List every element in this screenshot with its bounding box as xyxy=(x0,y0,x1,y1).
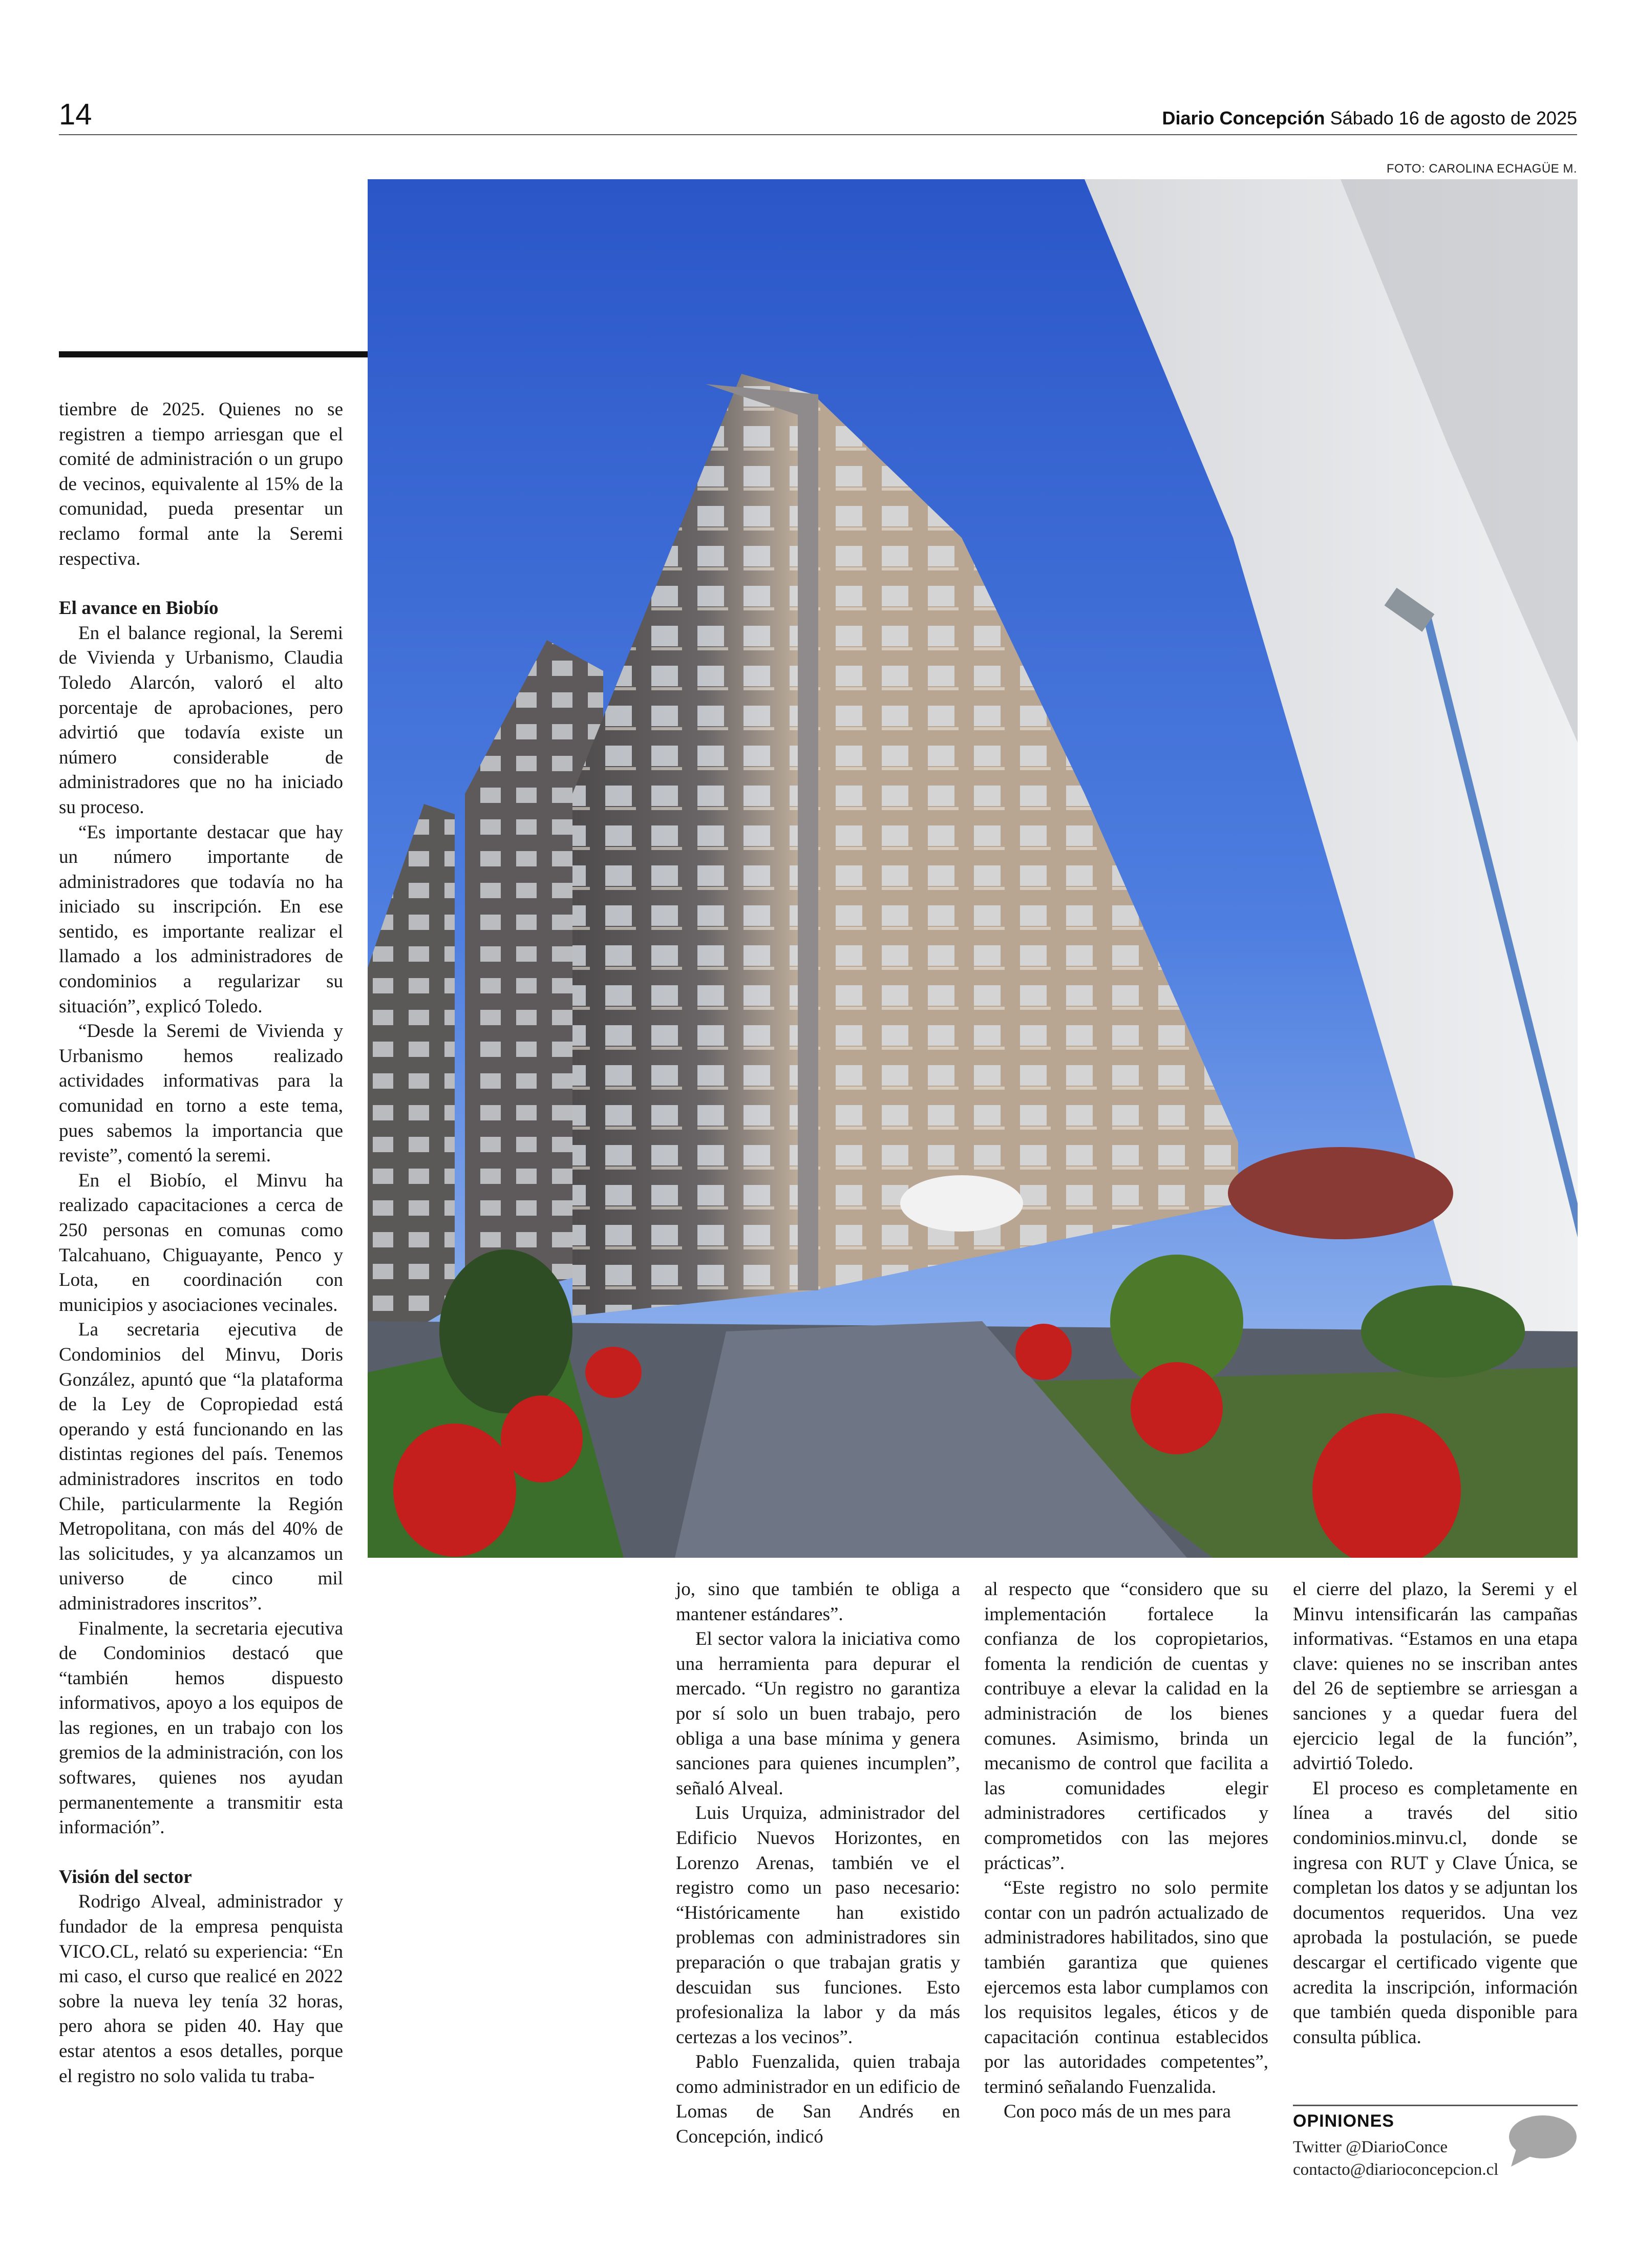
paragraph: al respecto que “considero que su implementación fortalece la confianza de los copropietarios, fomenta la rendición de cuentas y contribuye a elevar la calidad en la administración de los bienes comunes. Asimismo, brinda un mecanismo de control que facilita a las comunidades elegir administradores certificados y comprometidos con las mejores prácticas”. xyxy=(984,1579,1268,1874)
subheading-vision-sector: Visión del sector xyxy=(59,1866,192,1888)
opinions-box xyxy=(1293,2105,1578,2214)
paragraph: Pablo Fuenzalida, quien trabaja como administrador en un edificio de Lomas de San Andrés en Concepción, indicó xyxy=(676,2051,960,2148)
page-number: 14 xyxy=(59,98,92,131)
article-column-3 xyxy=(984,1577,1268,2125)
section-rule xyxy=(59,351,368,357)
opinions-title: OPINIONES xyxy=(1293,2111,1394,2131)
twitter-handle[interactable]: Twitter @DiarioConce xyxy=(1293,2138,1448,2156)
paragraph: La secretaria ejecutiva de Condominios del Minvu, Doris González, apuntó que “la plataforma de la Ley de Copropiedad está operando y está funcionando en las distintas regiones del país. Tenemos administradores inscritos en todo Chile, particularmente la Región Metropolitana, con más del 40% de las solicitudes, y ya alcanzamos un universo de cinco mil administradores inscritos”. xyxy=(59,1319,343,1614)
paragraph: “Desde la Seremi de Vivienda y Urbanismo hemos realizado actividades informativas para la comunidad en torno a este tema, pues sabemos la importancia que reviste”, comentó la seremi. xyxy=(59,1021,343,1167)
paragraph: Luis Urquiza, administrador del Edificio Nuevos Horizontes, en Lorenzo Arenas, también ve el registro como un paso necesario: “Históricamente han existido problemas con administradores sin preparación o que trabajan gratis y descuidan sus funciones. Esto profesionaliza la labor y da más certezas a los vecinos”. xyxy=(676,1803,960,2048)
article-column-2 xyxy=(676,1577,960,2150)
subheading-avance-biobio: El avance en Biobío xyxy=(59,598,219,619)
speech-bubble-icon xyxy=(1506,2113,1578,2170)
paragraph: tiembre de 2025. Quienes no se registren a tiempo arriesgan que el comité de administración o un grupo de vecinos, equivalente al 15% de la comunidad, pueda presentar un reclamo formal ante la Seremi respectiva. xyxy=(59,399,343,569)
article-column-1 xyxy=(59,397,343,2089)
paragraph: El proceso es completamente en línea a través del sitio condominios.minvu.cl, donde se ingresa con RUT y Clave Única, se completan los datos y se adjuntan los documentos requeridos. Una vez aprobada la postulación, se puede descargar el certificado vigente que acredita la inscripción, información que también queda disponible para consulta pública. xyxy=(1293,1777,1578,2048)
photo-credit: FOTO: CAROLINA ECHAGÜE M. xyxy=(1386,162,1577,176)
header-divider xyxy=(59,134,1577,135)
masthead xyxy=(1162,108,1578,129)
paragraph: “Este registro no solo permite contar con un padrón actualizado de administradores habilitados, sino que también garantiza que quienes ejercemos esta labor cumplamos con los requisitos legales, éticos y de capacitación continua establecidos por las autoridades competentes”, terminó señalando Fuenzalida. xyxy=(984,1877,1268,2097)
article-photo xyxy=(368,179,1578,1558)
paragraph: El sector valora la iniciativa como una herramienta para depurar el mercado. “Un registro no garantiza por sí solo un buen trabajo, pero obliga a una base mínima y genera sanciones para quienes incumplen”, señaló Alveal. xyxy=(676,1628,960,1799)
paragraph: Finalmente, la secretaria ejecutiva de Condominios destacó que “también hemos dispuesto informativos, apoyo a los equipos de las regiones, en un trabajo con los gremios de la administración, con los softwares, quienes nos ayudan permanentemente a transmitir esta información”. xyxy=(59,1618,343,1838)
contact-email[interactable]: contacto@diarioconcepcion.cl xyxy=(1293,2160,1499,2179)
paragraph: el cierre del plazo, la Seremi y el Minvu intensificarán las campañas informativas. “Estamos en una etapa clave: quienes no se inscriban antes del 26 de septiembre se arriesgan a sanciones y a quedar fuera del ejercicio legal de la función”, advirtió Toledo. xyxy=(1293,1579,1578,1774)
paragraph: Con poco más de un mes para xyxy=(1004,2101,1231,2123)
publication-date: Sábado 16 de agosto de 2025 xyxy=(1330,108,1577,129)
paragraph: En el Biobío, el Minvu ha realizado capacitaciones a cerca de 250 personas en comunas como Talcahuano, Chiguayante, Penco y Lota, en coordinación con municipios y asociaciones vecinales. xyxy=(59,1170,343,1316)
article-column-4 xyxy=(1293,1577,1578,2050)
paragraph: jo, sino que también te obliga a mantener estándares”. xyxy=(676,1579,960,1625)
paragraph: En el balance regional, la Seremi de Vivienda y Urbanismo, Claudia Toledo Alarcón, valoró el alto porcentaje de aprobaciones, pero advirtió que todavía existe un número considerable de administradores que no ha iniciado su proceso. xyxy=(59,622,343,818)
publication-name: Diario Concepción xyxy=(1162,108,1325,129)
paragraph: Rodrigo Alveal, administrador y fundador de la empresa penquista VICO.CL, relató su experiencia: “En mi caso, el curso que realicé en 2022 sobre la nueva ley tenía 32 horas, pero ahora se piden 40. Hay que estar atentos a esos detalles, porque el registro no solo valida tu traba- xyxy=(59,1891,343,2087)
paragraph: “Es importante destacar que hay un número importante de administradores que todavía no ha iniciado su inscripción. En ese sentido, es importante realizar el llamado a los administradores de condominios a regularizar su situación”, explicó Toledo. xyxy=(59,821,343,1017)
